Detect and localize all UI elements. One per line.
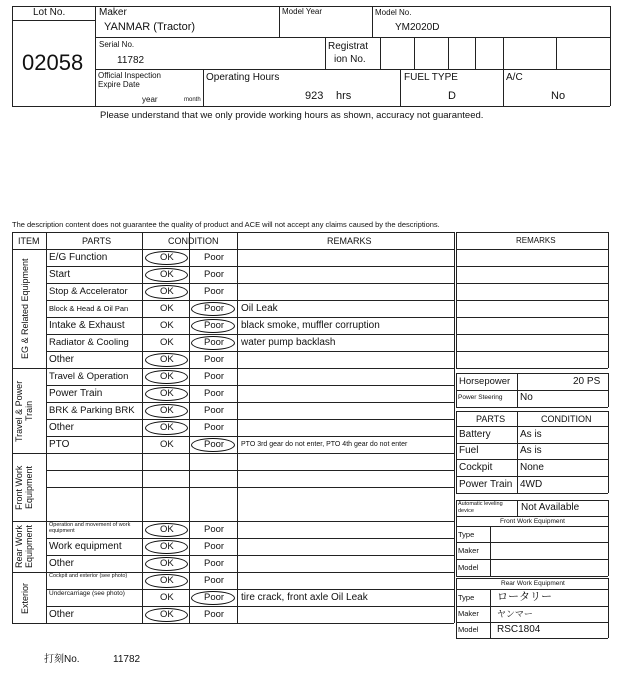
condition-ok: OK bbox=[160, 268, 174, 280]
rear-maker-value: ヤンマー bbox=[497, 609, 533, 619]
ok-selected-mark bbox=[145, 523, 188, 537]
part-label: PTO bbox=[49, 438, 70, 450]
registration-label-2: ion No. bbox=[334, 54, 366, 65]
condition-ok: OK bbox=[160, 387, 174, 399]
condition-ok: OK bbox=[160, 574, 174, 586]
stamp-label: 打刻No. bbox=[44, 654, 80, 665]
section-eg: EG & Related Equipment bbox=[20, 258, 30, 360]
rear-work-header: Rear Work Equipment bbox=[501, 580, 565, 587]
fuel-value: As is bbox=[520, 445, 542, 456]
condition-ok: OK bbox=[160, 370, 174, 382]
condition-poor: Poor bbox=[204, 251, 225, 263]
condition-ok: OK bbox=[160, 523, 174, 535]
col-item-header: ITEM bbox=[18, 236, 40, 246]
ok-selected-mark bbox=[145, 421, 188, 435]
rear-model-label: Model bbox=[458, 625, 479, 634]
section-rear: Rear Work Equipment bbox=[14, 524, 34, 569]
ok-selected-mark bbox=[145, 540, 188, 554]
condition-ok: OK bbox=[160, 285, 174, 297]
part-label: Work equipment bbox=[49, 540, 122, 552]
part-label: Stop & Accelerator bbox=[49, 285, 128, 297]
col-parts-header: PARTS bbox=[82, 236, 112, 246]
inspection-label: Official Inspection bbox=[98, 71, 161, 80]
hours-value: 923 bbox=[305, 90, 324, 102]
ok-selected-mark bbox=[145, 574, 188, 588]
front-model-label: Model bbox=[458, 563, 479, 572]
fuel-label: Fuel bbox=[459, 445, 479, 456]
ok-selected-mark bbox=[145, 387, 188, 401]
stamp-value: 11782 bbox=[113, 654, 141, 665]
condition-poor: Poor bbox=[204, 421, 225, 433]
rear-type-label: Type bbox=[458, 593, 475, 602]
part-label: Travel & Operation bbox=[49, 370, 129, 382]
model-no-value: YM2020D bbox=[395, 22, 440, 33]
hours-notice: Please understand that we only provide working hours as shown, accuracy not guaranteed. bbox=[100, 110, 484, 121]
rear-model-value: RSC1804 bbox=[497, 624, 541, 635]
part-label: Other bbox=[49, 353, 75, 365]
disclaimer: The description content does not guarantee the quality of product and ACE will not accept any claims caused by the descriptions. bbox=[12, 220, 440, 229]
condition-ok: OK bbox=[160, 608, 174, 620]
model-no-label: Model No. bbox=[375, 8, 412, 17]
condition-ok: OK bbox=[160, 251, 174, 263]
part-label: Block & Head & Oil Pan bbox=[49, 303, 129, 313]
poor-selected-mark bbox=[191, 438, 235, 452]
condition-header: CONDITION bbox=[541, 414, 592, 424]
part-label: Operation and movement of work equipment bbox=[49, 522, 131, 534]
condition-poor: Poor bbox=[204, 370, 225, 382]
ok-selected-mark bbox=[145, 404, 188, 418]
model-year-label: Model Year bbox=[282, 7, 323, 16]
condition-ok: OK bbox=[160, 353, 174, 365]
condition-poor: Poor bbox=[204, 540, 225, 552]
registration-label: Registrat bbox=[328, 41, 369, 52]
condition-poor: Poor bbox=[204, 336, 225, 348]
year-label: year bbox=[142, 95, 158, 104]
power-steering-value: No bbox=[520, 392, 533, 403]
hours-unit: hrs bbox=[336, 90, 352, 102]
remark-text: Oil Leak bbox=[241, 302, 278, 314]
part-label: Other bbox=[49, 421, 75, 433]
part-label: Undercarriage (see photo) bbox=[49, 590, 125, 597]
cockpit-value: None bbox=[520, 462, 544, 473]
condition-ok: OK bbox=[160, 319, 174, 331]
ok-selected-mark bbox=[145, 557, 188, 571]
ok-selected-mark bbox=[145, 268, 188, 282]
part-label: Intake & Exhaust bbox=[49, 319, 125, 331]
condition-ok: OK bbox=[160, 336, 174, 348]
condition-ok: OK bbox=[160, 421, 174, 433]
poor-selected-mark bbox=[191, 319, 235, 333]
auto-level-label-2: device bbox=[458, 508, 474, 514]
condition-poor: Poor bbox=[204, 404, 225, 416]
condition-ok: OK bbox=[160, 557, 174, 569]
ok-selected-mark bbox=[145, 353, 188, 367]
condition-ok: OK bbox=[160, 591, 174, 603]
front-type-label: Type bbox=[458, 530, 475, 539]
auto-level-value: Not Available bbox=[521, 502, 580, 513]
auto-level-label: Automatic leveling bbox=[458, 501, 503, 507]
condition-ok: OK bbox=[160, 404, 174, 416]
poor-selected-mark bbox=[191, 336, 235, 350]
rear-type-value: ロータリー bbox=[497, 591, 552, 603]
lot-label: Lot No. bbox=[33, 7, 66, 18]
inspection-label-2: Expire Date bbox=[98, 80, 140, 89]
col-condition-header: CONDITION bbox=[168, 236, 219, 246]
ok-selected-mark bbox=[145, 251, 188, 265]
poor-selected-mark bbox=[191, 302, 235, 316]
section-front: Front Work Equipment bbox=[14, 465, 34, 510]
condition-ok: OK bbox=[160, 438, 174, 450]
condition-poor: Poor bbox=[204, 353, 225, 365]
part-label: Other bbox=[49, 608, 75, 620]
part-label: Cockpit and exterior (see photo) bbox=[49, 573, 128, 579]
part-label: Other bbox=[49, 557, 75, 569]
ok-selected-mark bbox=[145, 608, 188, 622]
condition-poor: Poor bbox=[204, 557, 225, 569]
battery-value: As is bbox=[520, 429, 542, 440]
battery-label: Battery bbox=[459, 429, 491, 440]
serial-value: 11782 bbox=[117, 55, 145, 66]
power-train-label: Power Train bbox=[459, 479, 513, 490]
power-train-value: 4WD bbox=[520, 479, 543, 490]
rear-maker-label: Maker bbox=[458, 609, 479, 618]
condition-poor: Poor bbox=[204, 438, 225, 450]
ok-selected-mark bbox=[145, 285, 188, 299]
poor-selected-mark bbox=[191, 591, 235, 605]
fuel-type-value: D bbox=[448, 90, 456, 102]
horsepower-value: 20 PS bbox=[573, 376, 601, 387]
condition-poor: Poor bbox=[204, 302, 225, 314]
remark-text: PTO 3rd gear do not enter, PTO 4th gear do not enter bbox=[241, 441, 408, 448]
serial-label: Serial No. bbox=[99, 40, 135, 49]
remark-text: water pump backlash bbox=[241, 336, 336, 348]
condition-poor: Poor bbox=[204, 268, 225, 280]
lot-number: 02058 bbox=[22, 50, 84, 75]
fuel-type-label: FUEL TYPE bbox=[404, 72, 458, 83]
front-maker-label: Maker bbox=[458, 546, 479, 555]
ok-selected-mark bbox=[145, 370, 188, 384]
cockpit-label: Cockpit bbox=[459, 462, 493, 473]
part-label: BRK & Parking BRK bbox=[49, 404, 135, 416]
front-work-header: Front Work Equipment bbox=[500, 518, 565, 525]
condition-ok: OK bbox=[160, 540, 174, 552]
part-label: Radiator & Cooling bbox=[49, 336, 129, 348]
hours-label: Operating Hours bbox=[206, 72, 280, 83]
remark-text: tire crack, front axle Oil Leak bbox=[241, 591, 368, 603]
condition-poor: Poor bbox=[204, 574, 225, 586]
part-label: E/G Function bbox=[49, 251, 108, 263]
right-remarks-header: REMARKS bbox=[516, 236, 556, 245]
condition-poor: Poor bbox=[204, 319, 225, 331]
part-label: Power Train bbox=[49, 387, 103, 399]
remark-text: black smoke, muffler corruption bbox=[241, 319, 380, 331]
month-label: month bbox=[184, 97, 201, 103]
parts-header: PARTS bbox=[476, 414, 506, 424]
condition-poor: Poor bbox=[204, 591, 225, 603]
condition-poor: Poor bbox=[204, 285, 225, 297]
maker-value: YANMAR (Tractor) bbox=[104, 21, 196, 33]
maker-label: Maker bbox=[99, 7, 127, 18]
section-travel: Travel & Power Train bbox=[14, 380, 34, 442]
horsepower-label: Horsepower bbox=[459, 376, 511, 387]
ac-value: No bbox=[551, 90, 566, 102]
condition-poor: Poor bbox=[204, 387, 225, 399]
condition-poor: Poor bbox=[204, 608, 225, 620]
col-remarks-header: REMARKS bbox=[327, 236, 372, 246]
power-steering-label: Power Steering bbox=[458, 394, 503, 401]
section-exterior: Exterior bbox=[20, 582, 30, 614]
condition-poor: Poor bbox=[204, 523, 225, 535]
ac-label: A/C bbox=[506, 72, 523, 83]
condition-ok: OK bbox=[160, 302, 174, 314]
part-label: Start bbox=[49, 268, 71, 280]
